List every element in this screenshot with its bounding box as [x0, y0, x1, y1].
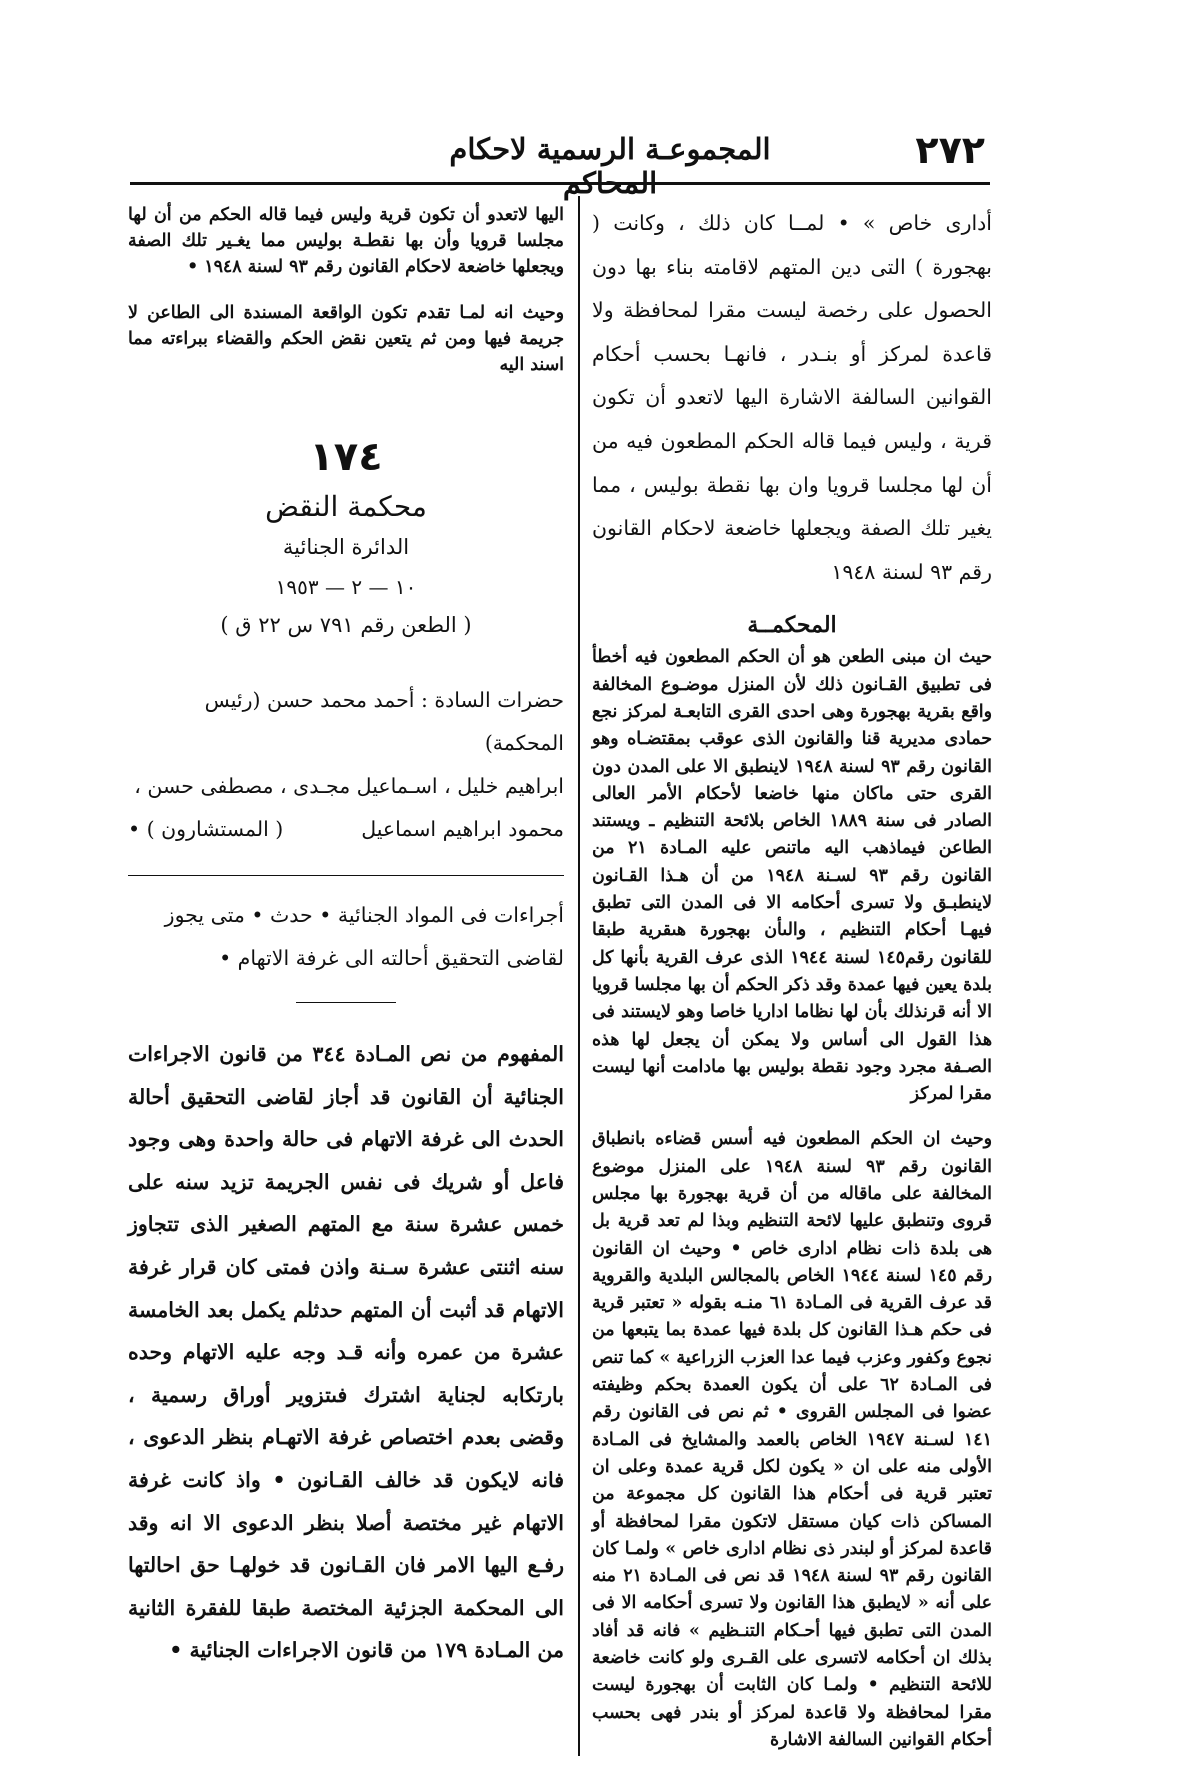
short-divider: [296, 1002, 396, 1003]
page-number: ٢٧٢: [915, 128, 985, 172]
judges-line-2: ابراهيم خليل ، اسـماعيل مجـدى ، مصطفى حسن ،: [134, 774, 564, 798]
session-date: ١٠ — ٢ — ١٩٥٣: [275, 575, 417, 599]
left-column: [128, 202, 564, 1672]
legal-principle: المفهوم من نص المـادة ٣٤٤ من قانون الاجراءات الجنائية أن القانون قد أجاز لقاضى التحقيق أحالة الحدث الى غرفة الاتهام فى حالة واحدة وهى وجود فاعل أو شريك فى نفس الجريمة تزيد سنه على خمس عشرة سنة مع المتهم الصغير الذى تتجاوز سنه اثنتى عشرة سـنة واذن فمتى كان قرار غرفة الاتهام قد أثبت أن المتهم حدثلم يكمل بعد الخامسة عشرة من عمره وأنه قـد وجه عليه الاتهام وحده بارتكابه لجناية اشترك فىتزوير أوراق رسمية ، وقضى بعدم اختصاص غرفة الاتهـام بنظر الدعوى ، فانه لايكون قد خالف القـانون • واذ كانت غرفة الاتهام غير مختصة أصلا بنظر الدعوى الا انه وقد رفـع اليها الامر فان القـانون قد خولهـا حق احالتها الى المحكمة الجزئية المختصة طبقا للفقرة الثانية من المـادة ١٧٩ من قانون الاجراءات الجنائية •: [128, 1042, 565, 1663]
section-heading-court: المحكمــة: [747, 612, 837, 639]
page-header: [130, 128, 985, 200]
intro-paragraph: أدارى خاص » • لمــا كان ذلك ، وكانت ( بهجورة ) التى دين المتهم لاقامته بناء بها دون الحصول على رخصة ليست مقرا لمحافظة ولا قاعدة لمركز أو بنـدر ، فانهـا بحسب أحكام القوانين السالفة الاشارة اليها لاتعدو أن تكون قرية ، وليس فيما قاله الحكم المطعون فيه من أن لها مجلسا قرويا وان بها نقطة بوليس ، مما يغير تلك الصفة ويجعلها خاضعة لاحكام القانون رقم ٩٣ لسنة ١٩٤٨: [592, 211, 992, 584]
court-name: محكمة النقض: [265, 490, 427, 523]
ruling-paragraph-1: حيث ان مبنى الطعن هو أن الحكم المطعون فيه أخطأ فى تطبيق القـانون ذلك لأن المنزل موضـوع المخالفة واقع بقرية بهجورة وهى احدى القرى التابعـة لمركز نجع حمادى مديرية قنا والقانون الذى عوقب بمقتضـاه وهو القانون رقم ٩٣ لسنة ١٩٤٨ لاينطبق الا على المدن دون القرى حتى ماكان منها خاضعا لأحكام الأمر العالى الصادر فى سنة ١٨٨٩ الخاص بلائحة التنظيم ـ ويستند الطاعن فيماذهب اليه ماتنص عليه المـادة ٢١ من القانون رقم ٩٣ لسـنة ١٩٤٨ من أن هـذا القـانون لاينطبـق ولا تسرى أحكامه الا فى المدن التى تطبق فيهـا أحكام التنظيم ، والىأن بهجورة هىقرية طبقا للقانون رقم١٤٥ لسنة ١٩٤٤ الذى عرف القرية بأنها كل بلدة يعين فيها عمدة وقد ذكر الحكم أن بها مجلسا قرويا الا أنه قرنذلك بأن لها نظاما اداريا خاصا وهو لايستند فى هذا القول الى أساس ولا يمكن أن يجعل لها هذه الصـفة مجرد وجود نقطة بوليس بها مادامت أنها ليست مقرا لمركز: [592, 647, 993, 1105]
running-title: المجموعـة الرسمية لاحكام المحاكم: [449, 132, 771, 200]
chamber-name: الدائرة الجنائية: [282, 535, 410, 559]
column-divider: [578, 196, 580, 1756]
appeal-reference: ( الطعن رقم ٧٩١ س ٢٢ ق ): [220, 613, 472, 637]
right-column: [592, 202, 992, 1754]
conclusion-paragraph: وحيث انه لمـا تقدم تكون الواقعة المسندة الى الطاعن لا جريمة فيها ومن ثم يتعين نقض الحكم والقضاء ببراءته مما اسند اليه: [128, 303, 564, 375]
judges-line-1: حضرات السادة : أحمد محمد حسن (رئيس المحكمة): [204, 688, 564, 755]
header-rule: [130, 182, 990, 185]
section-divider: [128, 875, 564, 876]
judges-list: [128, 679, 564, 851]
continuation-paragraph: اليها لاتعدو أن تكون قرية وليس فيما قاله الحكم من أن لها مجلسا قرويا وأن بها نقطـة بوليس مما يغـير تلك الصفة ويجعلها خاضعة لاحكام القانون رقم ٩٣ لسنة ١٩٤٨ •: [128, 205, 564, 277]
judges-line-3-role: ( المستشارون ) •: [128, 817, 284, 841]
case-number: ١٧٤: [309, 434, 383, 480]
ruling-paragraph-2: وحيث ان الحكم المطعون فيه أسس قضاءه بانطباق القانون رقم ٩٣ لسنة ١٩٤٨ على المنزل موضوع المخالفة على ماقاله من أن قرية بهجورة بها مجلس قروى وتنطبق عليها لائحة التنظيم وبذا لم تعد قرية بل هى بلدة ذات نظام ادارى خاص • وحيث ان القانون رقم ١٤٥ لسنة ١٩٤٤ الخاص بالمجالس البلدية والقروية قد عرف القرية فى المـادة ٦١ منـه بقوله « تعتبر قرية فى حكم هـذا القانون كل بلدة فيها عمدة بما يتبعها من نجوع وكفور وعزب فيما عدا العزب الزراعية » كما تنص فى المـادة ٦٢ على أن يكون العمدة بحكم وظيفته عضوا فى المجلس القروى • ثم نص فى القانون رقم ١٤١ لسـنة ١٩٤٧ الخاص بالعمد والمشايخ فى المـادة الأولى منه على ان « يكون لكل قرية عمدة وعلى ان تعتبر قرية فى أحكام هذا القانون كل مجموعة من المساكن ذات كيان مستقل لاتكون مقرا لمحافظة أو قاعدة لمركز أو لبندر ذى نظام ادارى خاص » ولمـا كان القانون رقم ٩٣ لسنة ١٩٤٨ قد نص فى المـادة ٢١ منه على أنه « لايطبق هذا القانون ولا تسرى أحكامه الا فى المدن التى تطبق فيها أحـكام التنـظيم » فانه قد أفاد بذلك ان أحكامه لاتسرى على القـرى ولو كانت خاضعة للائحة التنظيم • ولمـا كان الثابت أن بهجورة ليست مقرا لمحافظة ولا قاعدة لمركز أو بندر فهى بحسب أحكام القوانين السالفة الاشارة: [592, 1129, 993, 1750]
case-subject: أجراءات فى المواد الجنائية • حدث • متى يجوز لقاضى التحقيق أحالته الى غرفة الاتهام •: [164, 903, 564, 970]
judges-line-3-names: محمود ابراهيم اسماعيل: [361, 817, 564, 841]
judges-line-3: [128, 808, 564, 851]
